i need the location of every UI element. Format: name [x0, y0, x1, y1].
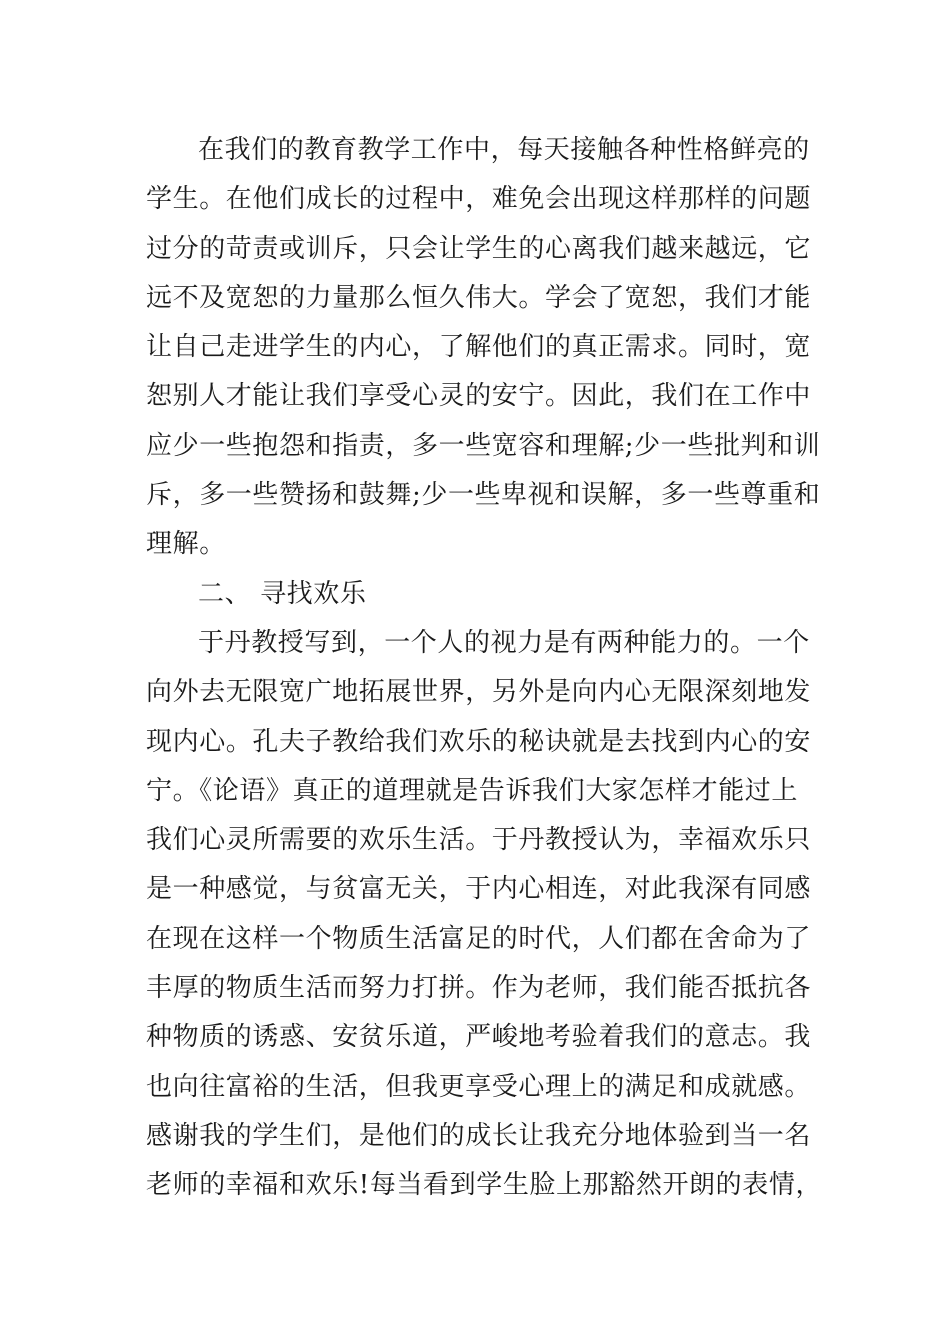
paragraph-line: 学生。在他们成长的过程中，难免会出现这样那样的问题	[146, 184, 812, 215]
paragraph-line: 向外去无限宽广地拓展世界，另外是向内心无限深刻地发	[146, 677, 812, 708]
paragraph-line: 是一种感觉，与贫富无关，于内心相连，对此我深有同感	[146, 874, 812, 905]
paragraph-line: 也向往富裕的生活，但我更享受心理上的满足和成就感。	[146, 1071, 812, 1102]
paragraph-line: 现内心。孔夫子教给我们欢乐的秘诀就是去找到内心的安	[146, 726, 812, 757]
paragraph-line: 老师的幸福和欢乐!每当看到学生脸上那豁然开朗的表情，	[146, 1170, 823, 1201]
paragraph-line: 我们心灵所需要的欢乐生活。于丹教授认为，幸福欢乐只	[146, 825, 812, 856]
body-text	[146, 126, 823, 1211]
paragraph-line: 远不及宽恕的力量那么恒久伟大。学会了宽恕，我们才能	[146, 282, 812, 313]
paragraph-line: 恕别人才能让我们享受心灵的安宁。因此，我们在工作中	[146, 381, 812, 412]
paragraph-line: 丰厚的物质生活而努力打拼。作为老师，我们能否抵抗各	[146, 973, 812, 1004]
paragraph-line: 理解。	[146, 529, 226, 560]
paragraph-line: 让自己走进学生的内心，了解他们的真正需求。同时，宽	[146, 332, 812, 363]
paragraph-line: 在我们的教育教学工作中，每天接触各种性格鲜亮的	[198, 135, 810, 165]
paragraph-line: 宁。《论语》真正的道理就是告诉我们大家怎样才能过上	[146, 775, 799, 806]
paragraph-line: 过分的苛责或训斥，只会让学生的心离我们越来越远，它	[146, 233, 812, 264]
paragraph-line: 应少一些抱怨和指责，多一些宽容和理解;少一些批判和训	[146, 430, 821, 461]
section-heading: 二、 寻找欢乐	[198, 578, 367, 609]
paragraph-line: 在现在这样一个物质生活富足的时代，人们都在舍命为了	[146, 923, 812, 954]
paragraph-line: 种物质的诱惑、安贫乐道，严峻地考验着我们的意志。我	[146, 1022, 812, 1053]
paragraph-line: 感谢我的学生们，是他们的成长让我充分地体验到当一名	[146, 1120, 812, 1151]
paragraph-line: 于丹教授写到，一个人的视力是有两种能力的。一个	[198, 627, 810, 658]
paragraph-line: 斥，多一些赞扬和鼓舞;少一些卑视和误解，多一些尊重和	[146, 480, 821, 511]
